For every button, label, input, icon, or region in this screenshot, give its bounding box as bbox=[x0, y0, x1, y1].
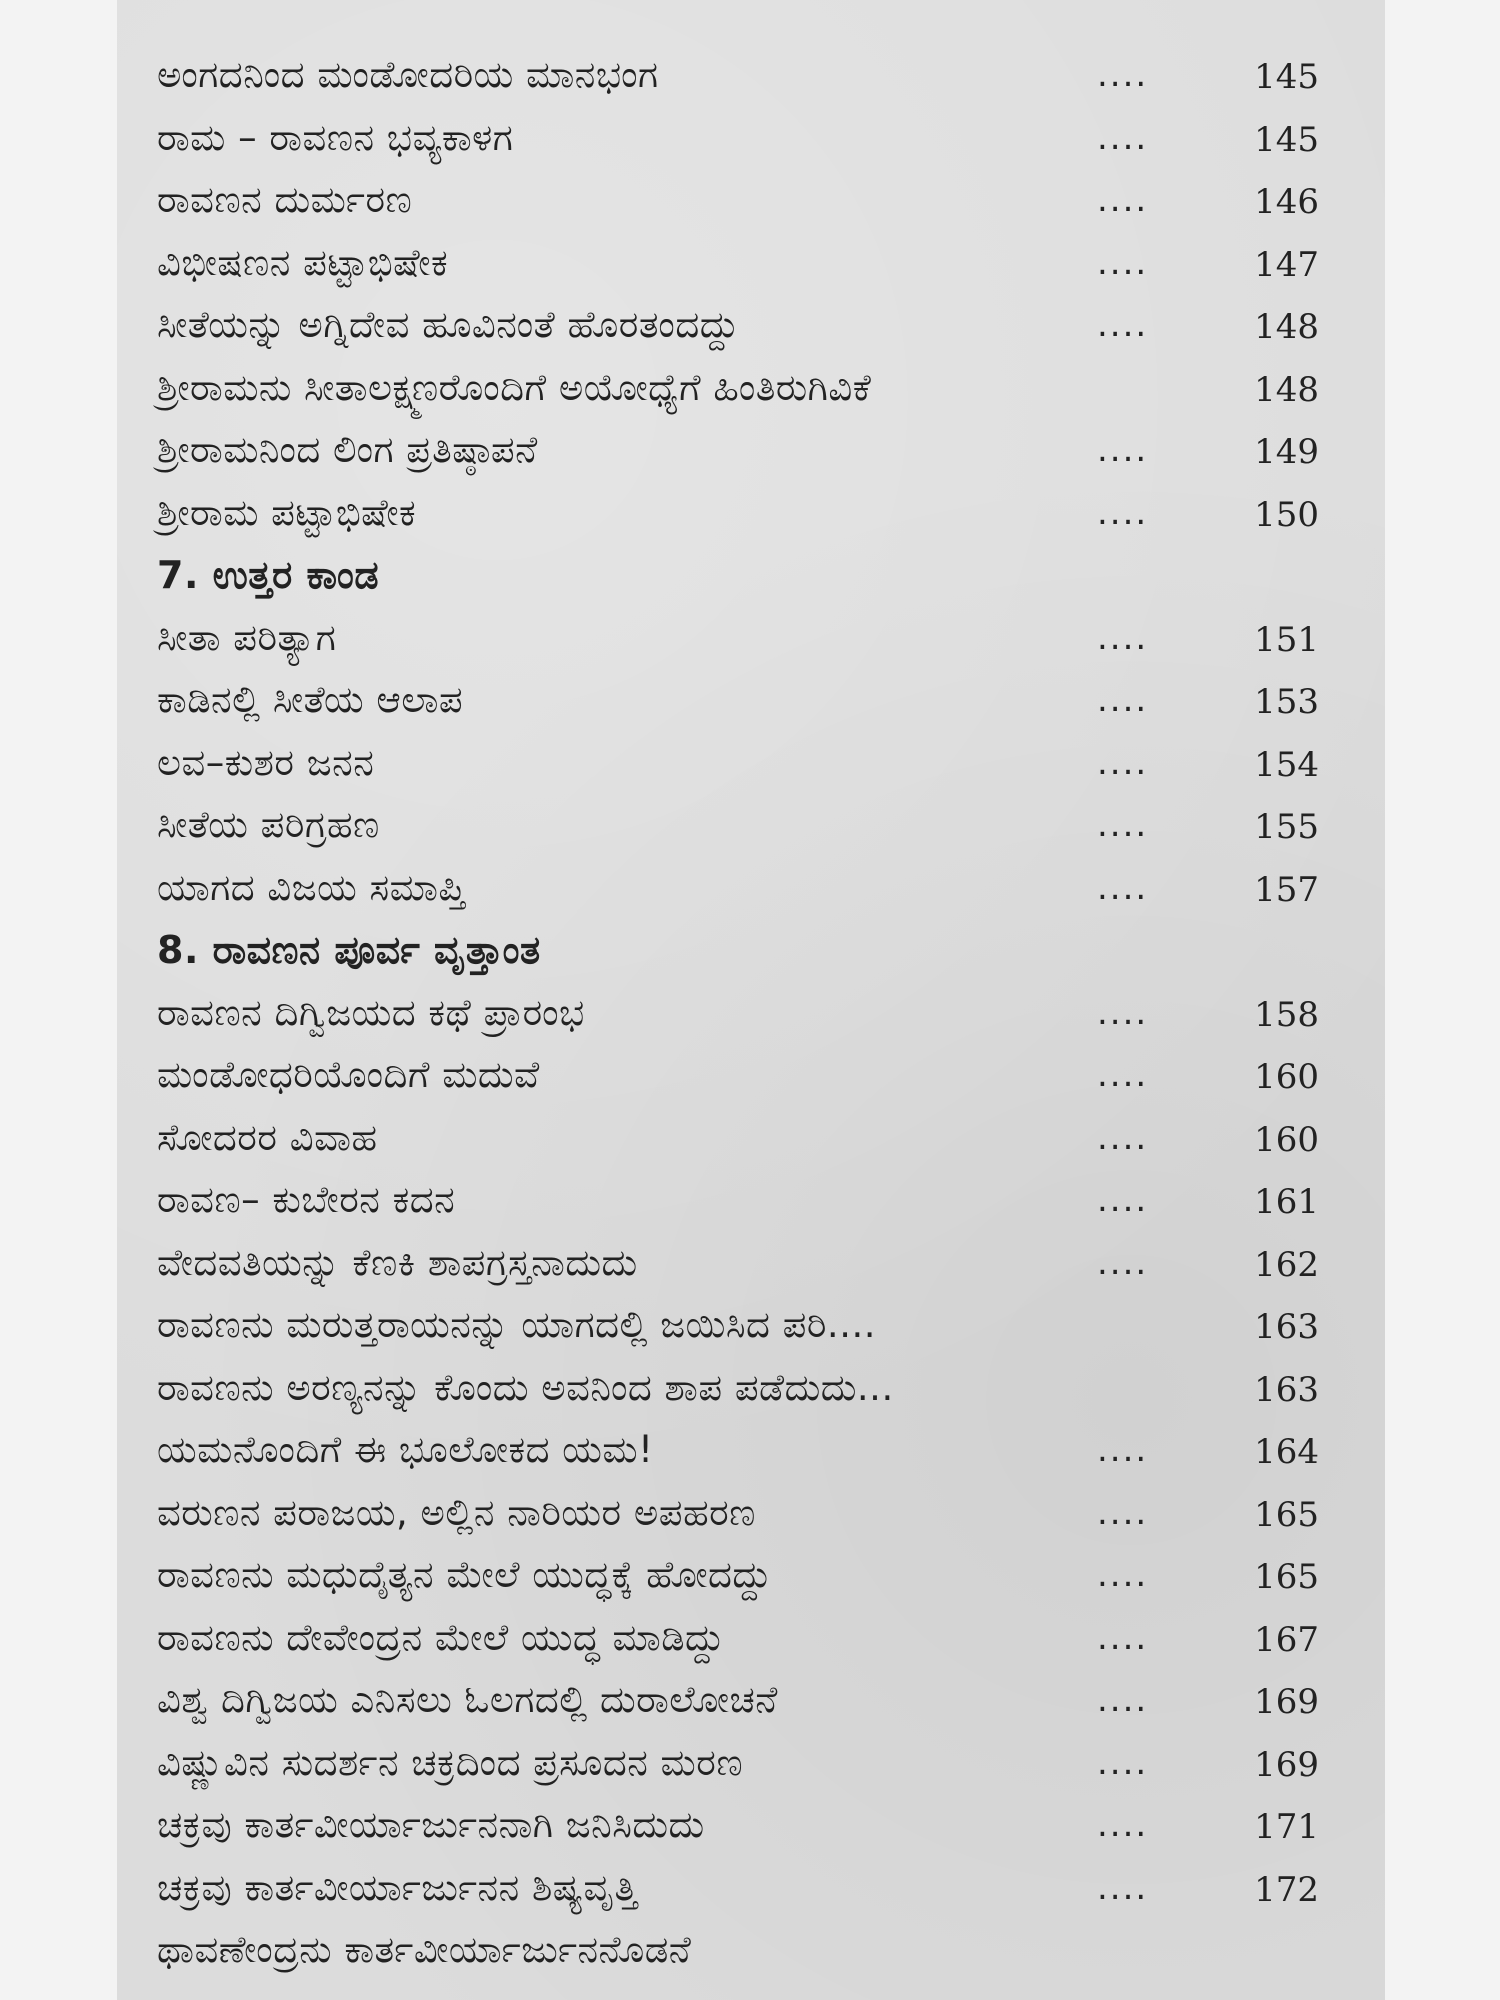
entry-title: ರಾವಣ– ಕುಬೇರನ ಕದನ bbox=[157, 1178, 456, 1221]
page-number: 169 bbox=[1254, 1744, 1319, 1785]
page-number: 158 bbox=[1254, 994, 1319, 1035]
section-heading bbox=[157, 921, 1337, 984]
toc-entry bbox=[157, 1046, 1337, 1109]
dot-leader: .... bbox=[1097, 117, 1149, 158]
page-number: 145 bbox=[1254, 119, 1319, 160]
dot-leader: .... bbox=[1097, 1055, 1149, 1095]
entry-title: ವಿಭೀಷಣನ ಪಟ್ಟಾಭಿಷೇಕ bbox=[157, 240, 449, 284]
entry-title: ವಿಷ್ಣುವಿನ ಸುದರ್ಶನ ಚಕ್ರದಿಂದ ಪ್ರಸೂದನ ಮರಣ bbox=[157, 1740, 744, 1784]
dot-leader: .... bbox=[1097, 492, 1149, 533]
page-number: 151 bbox=[1254, 619, 1319, 660]
toc-entry bbox=[157, 296, 1337, 359]
toc-entry bbox=[157, 46, 1337, 109]
entry-title: ಸೀತೆಯನ್ನು ಅಗ್ನಿದೇವ ಹೂವಿನಂತೆ ಹೊರತಂದದ್ದು bbox=[157, 303, 740, 346]
toc-entry bbox=[157, 1109, 1337, 1172]
page-number: 162 bbox=[1254, 1244, 1319, 1285]
toc-entry bbox=[157, 1234, 1337, 1297]
entry-title: ಯಮನೊಂದಿಗೆ ಈ ಭೂಲೋಕದ ಯಮ! bbox=[157, 1428, 654, 1471]
dot-leader: .... bbox=[1097, 1617, 1149, 1658]
entry-title: ಅಂಗದನಿಂದ ಮಂಡೋದರಿಯ ಮಾನಭಂಗ bbox=[157, 53, 659, 96]
toc-entry bbox=[157, 1734, 1337, 1797]
page-number: 148 bbox=[1254, 369, 1319, 410]
entry-title: ಲವ–ಕುಶರ ಜನನ bbox=[157, 740, 375, 784]
dot-leader: .... bbox=[1097, 992, 1149, 1033]
entry-title: ಶ್ರೀರಾಮನು ಸೀತಾಲಕ್ಷ್ಮಣರೊಂದಿಗೆ ಅಯೋಧ್ಯೆಗೆ ಹಿಂತಿರುಗಿವಿಕೆ bbox=[157, 365, 872, 409]
dot-leader: .... bbox=[1097, 1680, 1149, 1720]
page-number: 147 bbox=[1254, 244, 1319, 285]
dot-leader: .... bbox=[1097, 742, 1149, 783]
entry-title: ಚಕ್ರವು ಕಾರ್ತವೀರ್ಯಾರ್ಜುನನ ಶಿಷ್ಯವೃತ್ತಿ bbox=[157, 1865, 638, 1909]
dot-leader: .... bbox=[1097, 1867, 1149, 1908]
dot-leader: .... bbox=[1097, 1555, 1149, 1595]
dot-leader: .... bbox=[1097, 1430, 1149, 1470]
page-number: 163 bbox=[1254, 1369, 1319, 1410]
page-number: 145 bbox=[1254, 57, 1319, 97]
toc-entry bbox=[157, 859, 1337, 922]
toc-entry bbox=[157, 359, 1337, 422]
toc-entry bbox=[157, 1859, 1337, 1922]
toc-entry bbox=[157, 1171, 1337, 1234]
page-number: 164 bbox=[1254, 1432, 1319, 1472]
page-number: 172 bbox=[1254, 1869, 1319, 1910]
toc-entry bbox=[157, 171, 1337, 234]
toc-entry bbox=[157, 1671, 1337, 1734]
dot-leader: .... bbox=[1097, 1805, 1149, 1845]
toc-entry bbox=[157, 796, 1337, 859]
toc-entry bbox=[157, 1296, 1337, 1359]
entry-title: ರಾವಣನು ಮರುತ್ತರಾಯನನ್ನು ಯಾಗದಲ್ಲಿ ಜಯಿಸಿದ ಪರಿ.... bbox=[157, 1303, 876, 1346]
dot-leader: .... bbox=[1097, 1492, 1149, 1533]
page-number: 146 bbox=[1254, 182, 1319, 222]
page-number: 161 bbox=[1254, 1182, 1319, 1222]
entry-title: ವೇದವತಿಯನ್ನು ಕೆಣಕಿ ಶಾಪಗ್ರಸ್ತನಾದುದು bbox=[157, 1240, 638, 1284]
section-heading bbox=[157, 546, 1337, 609]
page-number: 157 bbox=[1254, 869, 1319, 910]
page-number: 150 bbox=[1254, 494, 1319, 535]
entry-title: ರಾವಣನು ಮಧುದೈತ್ಯನ ಮೇಲೆ ಯುದ್ಧಕ್ಕೆ ಹೋದದ್ದು bbox=[157, 1553, 772, 1596]
toc-entry bbox=[157, 734, 1337, 797]
entry-title: ಮಂಡೋಧರಿಯೊಂದಿಗೆ ಮದುವೆ bbox=[157, 1053, 540, 1096]
page-number: 149 bbox=[1254, 432, 1319, 472]
toc-entry bbox=[157, 109, 1337, 172]
dot-leader: .... bbox=[1097, 305, 1149, 345]
toc-entry bbox=[157, 984, 1337, 1047]
toc-entry bbox=[157, 1421, 1337, 1484]
dot-leader: .... bbox=[1097, 1242, 1149, 1283]
toc-entry bbox=[157, 609, 1337, 672]
toc-entry bbox=[157, 671, 1337, 734]
entry-title: ಶ್ರೀರಾಮನಿಂದ ಲಿಂಗ ಪ್ರತಿಷ್ಠಾಪನೆ bbox=[157, 428, 538, 471]
page-number: 154 bbox=[1254, 744, 1319, 785]
page-number: 163 bbox=[1254, 1307, 1319, 1347]
page-number: 171 bbox=[1254, 1807, 1319, 1847]
dot-leader: .... bbox=[1097, 430, 1149, 470]
dot-leader: .... bbox=[1097, 1180, 1149, 1220]
toc-entry bbox=[157, 1359, 1337, 1422]
page-number: 165 bbox=[1254, 1494, 1319, 1535]
dot-leader: .... bbox=[1097, 242, 1149, 283]
page-number: 160 bbox=[1254, 1057, 1319, 1097]
entry-title: ವಿಶ್ವ ದಿಗ್ವಿಜಯ ಎನಿಸಲು ಓಲಗದಲ್ಲಿ ದುರಾಲೋಚನೆ bbox=[157, 1678, 778, 1721]
entry-title: ಥಾವಣೇಂದ್ರನು ಕಾರ್ತವೀರ್ಯಾರ್ಜುನನೊಡನೆ bbox=[157, 1928, 692, 1971]
entry-title: ರಾವಣನು ದೇವೇಂದ್ರನ ಮೇಲೆ ಯುದ್ಧ ಮಾಡಿದ್ದು bbox=[157, 1615, 725, 1659]
dot-leader: .... bbox=[1097, 180, 1149, 220]
page-number: 148 bbox=[1254, 307, 1319, 347]
entry-title: ಶ್ರೀರಾಮ ಪಟ್ಟಾಭಿಷೇಕ bbox=[157, 490, 417, 534]
book-page bbox=[117, 0, 1385, 2000]
toc-entry bbox=[157, 1609, 1337, 1672]
entry-title: ರಾಮ – ರಾವಣನ ಭವ್ಯಕಾಳಗ bbox=[157, 115, 514, 159]
entry-title: ಸೋದರರ ವಿವಾಹ bbox=[157, 1115, 378, 1159]
table-of-contents bbox=[157, 46, 1337, 1984]
toc-entry bbox=[157, 421, 1337, 484]
toc-entry bbox=[157, 1921, 1337, 1984]
page-number: 155 bbox=[1254, 807, 1319, 847]
entry-title: ಸೀತೆಯ ಪರಿಗ್ರಹಣ bbox=[157, 803, 380, 846]
section-title: 8. ರಾವಣನ ಪೂರ್ವ ವೃತ್ತಾಂತ bbox=[157, 928, 541, 972]
entry-title: ವರುಣನ ಪರಾಜಯ, ಅಲ್ಲಿನ ನಾರಿಯರ ಅಪಹರಣ bbox=[157, 1490, 756, 1534]
dot-leader: .... bbox=[1097, 867, 1149, 908]
toc-entry bbox=[157, 1796, 1337, 1859]
toc-entry bbox=[157, 1484, 1337, 1547]
page-number: 160 bbox=[1254, 1119, 1319, 1160]
toc-entry bbox=[157, 234, 1337, 297]
dot-leader: .... bbox=[1097, 617, 1149, 658]
dot-leader: .... bbox=[1097, 1117, 1149, 1158]
page-number: 169 bbox=[1254, 1682, 1319, 1722]
page-number: 165 bbox=[1254, 1557, 1319, 1597]
page-number: 167 bbox=[1254, 1619, 1319, 1660]
entry-title: ರಾವಣನು ಅರಣ್ಯನನ್ನು ಕೊಂದು ಅವನಿಂದ ಶಾಪ ಪಡೆದುದು... bbox=[157, 1365, 894, 1409]
toc-entry bbox=[157, 1546, 1337, 1609]
entry-title: ಚಕ್ರವು ಕಾರ್ತವೀರ್ಯಾರ್ಜುನನಾಗಿ ಜನಿಸಿದುದು bbox=[157, 1803, 705, 1846]
entry-title: ಯಾಗದ ವಿಜಯ ಸಮಾಪ್ತಿ bbox=[157, 865, 466, 909]
toc-entry bbox=[157, 484, 1337, 547]
dot-leader: .... bbox=[1097, 680, 1149, 720]
section-title: 7. ಉತ್ತರ ಕಾಂಡ bbox=[157, 553, 380, 597]
dot-leader: .... bbox=[1097, 805, 1149, 845]
entry-title: ರಾವಣನ ದಿಗ್ವಿಜಯದ ಕಥೆ ಪ್ರಾರಂಭ bbox=[157, 990, 585, 1034]
dot-leader: .... bbox=[1097, 55, 1149, 95]
entry-title: ಸೀತಾ ಪರಿತ್ಯಾಗ bbox=[157, 615, 337, 659]
entry-title: ರಾವಣನ ದುರ್ಮರಣ bbox=[157, 178, 413, 221]
entry-title: ಕಾಡಿನಲ್ಲಿ ಸೀತೆಯ ಆಲಾಪ bbox=[157, 678, 464, 721]
dot-leader: .... bbox=[1097, 1742, 1149, 1783]
page-number: 153 bbox=[1254, 682, 1319, 722]
